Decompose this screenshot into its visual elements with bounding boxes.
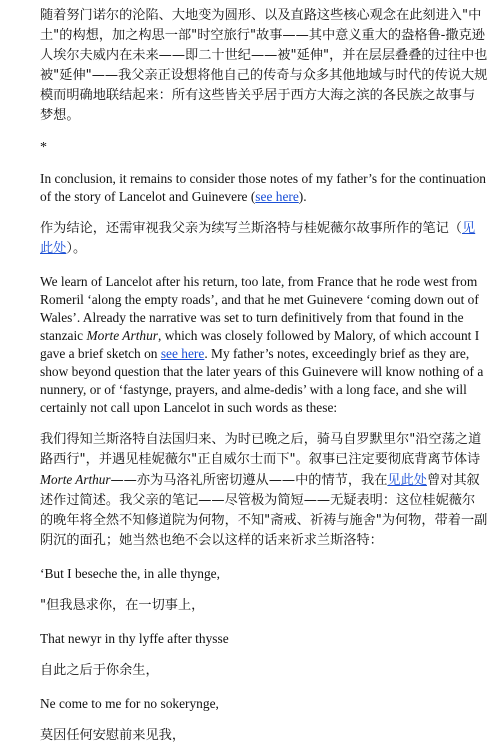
text-span: We learn of Lancelot after his return, too late, from France that he rode west from Romeril ‘along the empty roads’, and that he met Guinevere ‘coming down out of Wales’. Already the narrative was set to turn definitively from that found in the stanzaic bbox=[40, 274, 479, 343]
text-span: ）。 bbox=[66, 241, 87, 256]
section-separator: * bbox=[40, 140, 47, 155]
verse-line-zh: "但我恳求你，在一切事上， bbox=[40, 598, 205, 613]
text-span: ——亦为马洛礼所密切遵从——中的情节，我在 bbox=[110, 473, 388, 488]
italic-title: Morte Arthur bbox=[86, 328, 159, 343]
see-here-link[interactable]: see here bbox=[255, 189, 299, 204]
paragraph-en-3 bbox=[40, 273, 488, 417]
paragraph-zh-1: 随着努门诺尔的沦陷、大地变为圆形、以及直路这些核心观念在此刻进入"中土"的构想，加之构思一部"时空旅行"故事——其中意义重大的盎格鲁-撒克逊人埃尔夫威内在未来——即二十世纪——被"延伸"，并在层层叠叠的过往中也被"延伸"——我父亲正设想将他自己的传奇与众多其他地域与时代的传说大规模而明确地联结起来：所有这些皆关乎居于西方大海之滨的各民族之故事与梦想。 bbox=[40, 8, 488, 123]
see-here-link-zh[interactable]: 见此处 bbox=[40, 221, 476, 256]
italic-title: Morte Arthur bbox=[40, 472, 111, 487]
verse-line-zh: 自此之后于你余生， bbox=[40, 663, 159, 678]
see-here-link[interactable]: see here bbox=[160, 346, 205, 361]
verse-line-en: ‘But I beseche the, in alle thynge, bbox=[40, 566, 220, 581]
see-here-link-zh[interactable]: 见此处 bbox=[387, 473, 427, 488]
verse-line-zh: 莫因任何安慰前来见我， bbox=[40, 728, 186, 743]
verse-line-en: Ne come to me for no sokerynge, bbox=[40, 696, 219, 711]
paragraph-zh-2 bbox=[40, 219, 488, 259]
text-span: 作为结论，还需审视我父亲为续写兰斯洛特与桂妮薇尔故事所作的笔记（ bbox=[40, 221, 462, 236]
paragraph-en-2 bbox=[40, 170, 488, 206]
verse-line-en: That newyr in thy lyffe after thysse bbox=[40, 631, 229, 646]
text-span: ). bbox=[298, 189, 307, 204]
text-span: . My father’s notes, exceedingly brief as they are, show beyond question that the later years of this Guinevere will know nothing of a nunnery, or of ‘fastynge, prayers, and alme-dedis’ with a long face, and she will certainly not call upon Lancelot in such words as these: bbox=[40, 346, 484, 415]
text-span: , which was closely followed by Malory, of which account I gave a brief sketch on bbox=[40, 328, 480, 361]
paragraph-zh-3 bbox=[40, 430, 488, 551]
text-span: 我们得知兰斯洛特自法国归来、为时已晚之后，骑马自罗默里尔"沿空荡之道路西行"，并遇见桂妮薇尔"正自威尔士而下"。叙事已注定要彻底背离节体诗 bbox=[40, 432, 482, 467]
text-span: In conclusion, it remains to consider those notes of my father’s for the continuation of the story of Lancelot and Guinevere ( bbox=[40, 171, 487, 204]
text-span: 曾对其叙述作过简述。我父亲的笔记——尽管极为简短——无疑表明：这位桂妮薇尔的晚年将全然不知修道院为何物，不知"斋戒、祈祷与施舍"为何物，带着一副阴沉的面孔；她当然也绝不会以这样的话来祈求兰斯洛特： bbox=[40, 473, 488, 548]
